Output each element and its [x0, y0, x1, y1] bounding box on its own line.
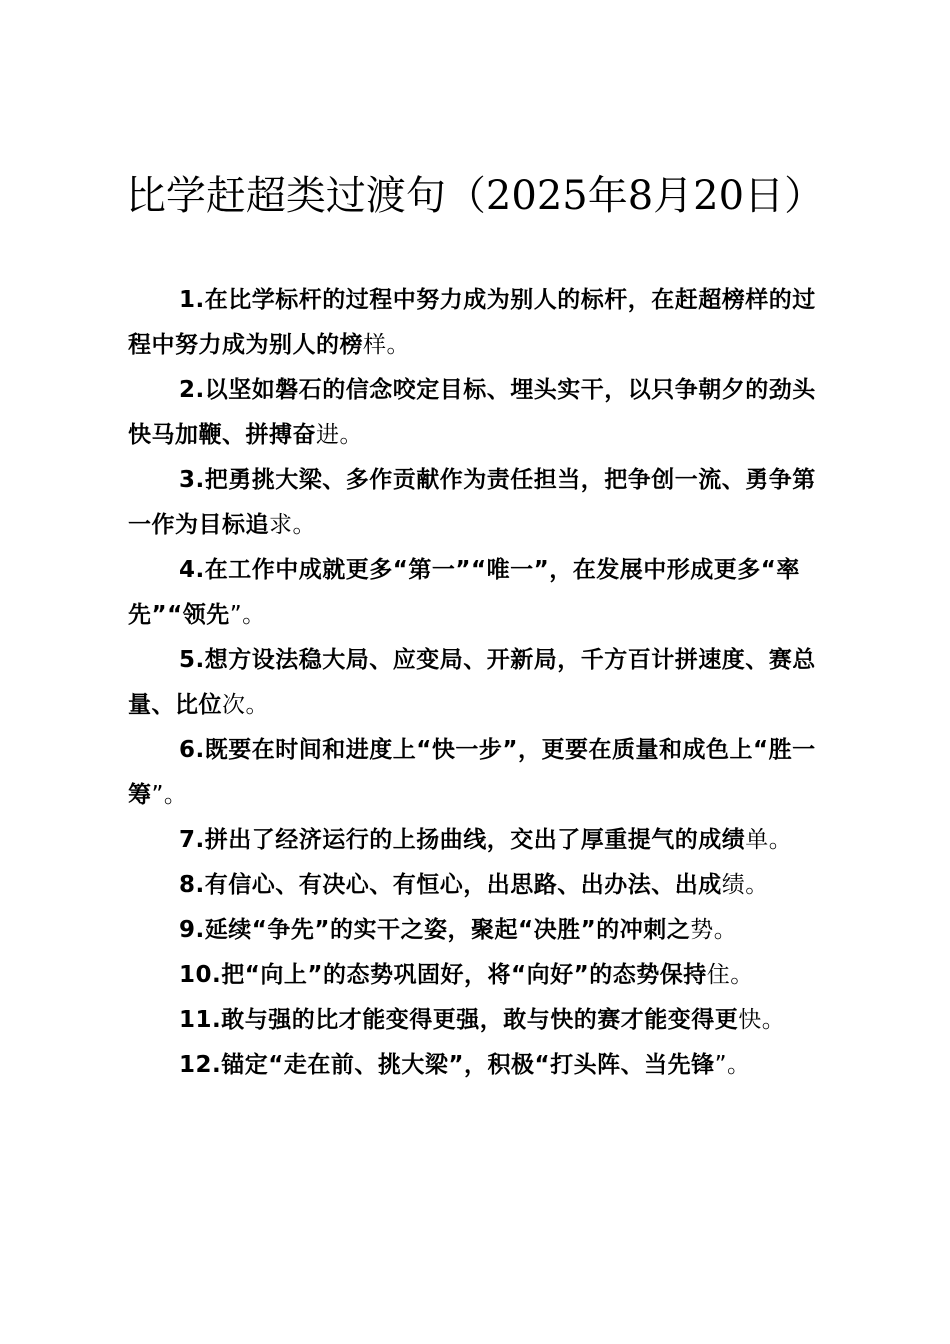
item-tail: 住。 — [706, 962, 754, 988]
item-tail: ”。 — [229, 602, 266, 628]
item-tail: 绩。 — [721, 872, 769, 898]
item-tail: 求。 — [269, 512, 316, 538]
list-item — [128, 998, 822, 1043]
item-tail: 单。 — [745, 827, 793, 853]
item-tail: 进。 — [316, 422, 363, 448]
list-item — [128, 548, 822, 638]
list-item — [128, 278, 822, 368]
item-body: 9.延续“争先”的实干之姿，聚起“决胜”的冲刺之 — [179, 917, 691, 943]
item-body: 6.既要在时间和进度上“快一步”，更要在质量和成色上“胜一筹 — [128, 737, 816, 808]
list-item — [128, 863, 822, 908]
item-body: 3.把勇挑大梁、多作贡献作为责任担当，把争创一流、勇争第一作为目标追 — [128, 467, 816, 538]
item-tail: ”。 — [714, 1052, 751, 1078]
item-tail: 次。 — [222, 692, 269, 718]
item-body: 1.在比学标杆的过程中努力成为别人的标杆，在赶超榜样的过程中努力成为别人的榜 — [128, 287, 816, 358]
item-body: 5.想方设法稳大局、应变局、开新局，千方百计拼速度、赛总量、比位 — [128, 647, 816, 718]
list-item — [128, 953, 822, 998]
item-body: 8.有信心、有决心、有恒心，出思路、出办法、出成 — [179, 872, 722, 898]
list-item — [128, 368, 822, 458]
item-tail: 快。 — [738, 1007, 786, 1033]
item-tail: ”。 — [151, 782, 188, 808]
sentence-list — [128, 278, 822, 1088]
document-title: 比学赶超类过渡句（2025年8月20日） — [125, 173, 825, 219]
list-item — [128, 638, 822, 728]
list-item — [128, 818, 822, 863]
item-body: 12.锚定“走在前、挑大梁”，积极“打头阵、当先锋 — [179, 1052, 715, 1078]
item-body: 10.把“向上”的态势巩固好，将“向好”的态势保持 — [179, 962, 707, 988]
item-tail: 势。 — [690, 917, 738, 943]
list-item — [128, 1043, 822, 1088]
list-item — [128, 728, 822, 818]
item-body: 11.敢与强的比才能变得更强，敢与快的赛才能变得更 — [179, 1007, 739, 1033]
item-body: 4.在工作中成就更多“第一”“唯一”，在发展中形成更多“率先”“领先 — [128, 557, 800, 628]
item-body: 2.以坚如磐石的信念咬定目标、埋头实干，以只争朝夕的劲头快马加鞭、拼搏奋 — [128, 377, 816, 448]
item-body: 7.拼出了经济运行的上扬曲线，交出了厚重提气的成绩 — [179, 827, 746, 853]
item-tail: 样。 — [363, 332, 410, 358]
list-item — [128, 458, 822, 548]
list-item — [128, 908, 822, 953]
